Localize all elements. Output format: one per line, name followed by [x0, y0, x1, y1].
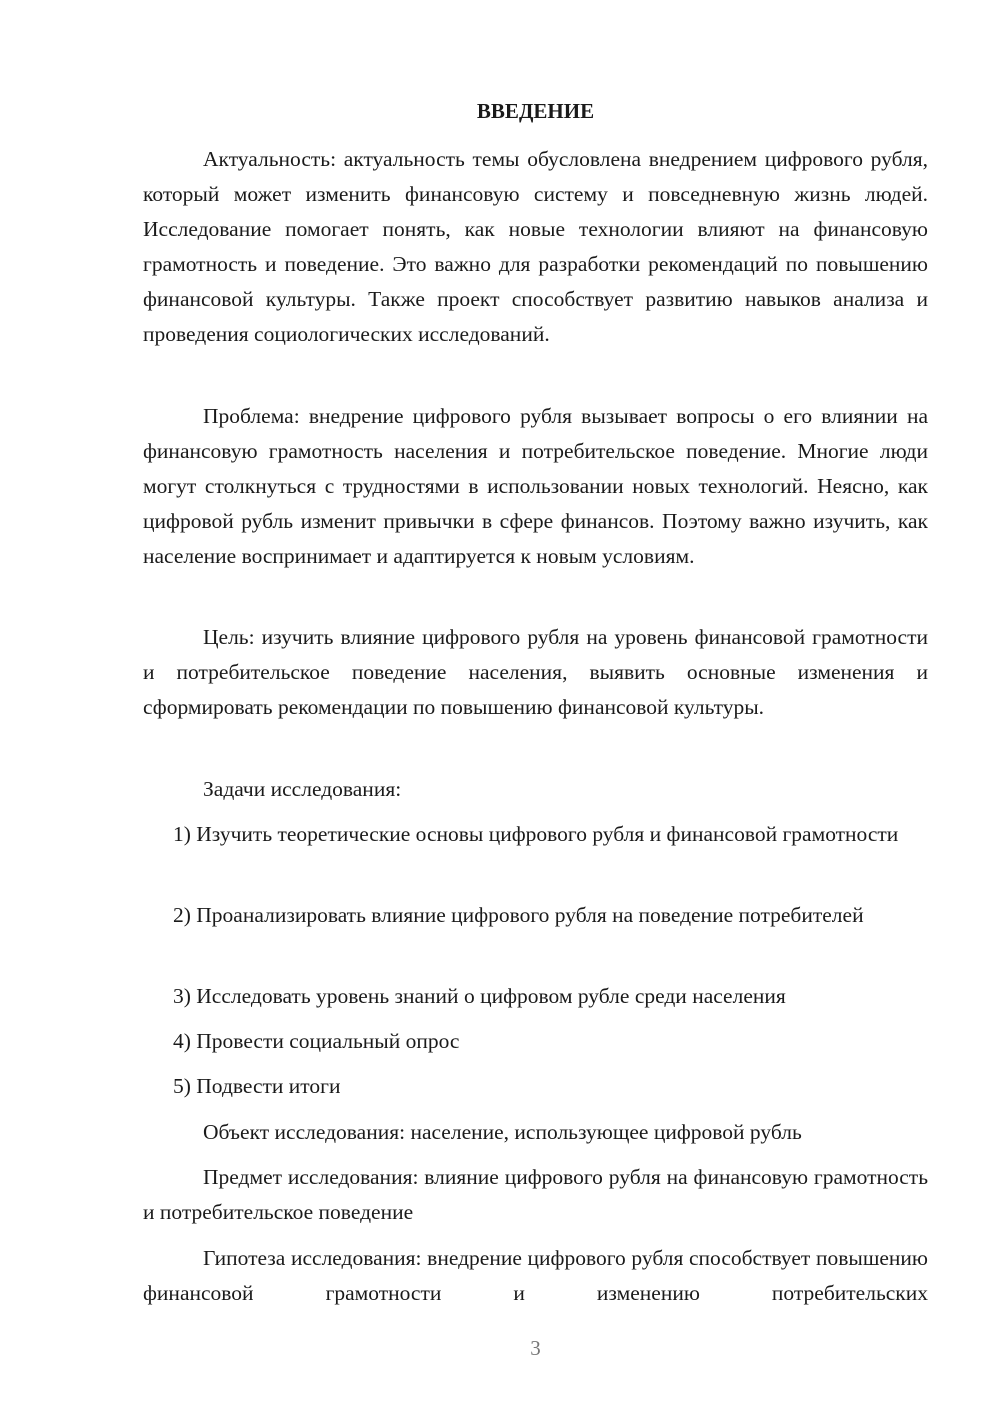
- task-item-5: 5) Подвести итоги: [173, 1074, 341, 1098]
- task-item-4: 4) Провести социальный опрос: [173, 1029, 460, 1053]
- task-item-1: 1) Изучить теоретические основы цифрового рубля и финансовой грамотности: [173, 822, 899, 846]
- page-number: 3: [530, 1336, 541, 1360]
- section-title: ВВЕДЕНИЕ: [476, 99, 595, 123]
- paragraph-object: Объект исследования: население, использующее цифровой рубль: [203, 1120, 802, 1144]
- document-page: [143, 0, 928, 1414]
- paragraph-tasks-heading: Задачи исследования:: [203, 777, 402, 801]
- paragraph-goal: Цель: изучить влияние цифрового рубля на уровень финансовой грамотности и потребительское поведение населения, выявить основные изменения и сформировать рекомендации по повышению финансовой культуры.: [143, 625, 928, 719]
- paragraph-subject: Предмет исследования: влияние цифрового рубля на финансовую грамотность и потребительское поведение: [143, 1165, 928, 1224]
- task-item-3: 3) Исследовать уровень знаний о цифровом рубле среди населения: [173, 984, 786, 1008]
- paragraph-relevance: Актуальность: актуальность темы обусловлена внедрением цифрового рубля, который может изменить финансовую систему и повседневную жизнь людей. Исследование помогает понять, как новые технологии влияют на финансовую грамотность и поведение. Это важно для разработки рекомендаций по повышению финансовой культуры. Также проект способствует развитию навыков анализа и проведения социологических исследований.: [143, 147, 928, 346]
- task-item-2: 2) Проанализировать влияние цифрового рубля на поведение потребителей: [173, 903, 864, 927]
- paragraph-problem: Проблема: внедрение цифрового рубля вызывает вопросы о его влиянии на финансовую грамотность населения и потребительское поведение. Многие люди могут столкнуться с трудностями в использовании новых технологий. Неясно, как цифровой рубль изменит привычки в сфере финансов. Поэтому важно изучить, как население воспринимает и адаптируется к новым условиям.: [143, 404, 928, 568]
- paragraph-hypothesis: Гипотеза исследования: внедрение цифрового рубля способствует повышению финансовой грамотности и изменению потребительских: [143, 1246, 928, 1305]
